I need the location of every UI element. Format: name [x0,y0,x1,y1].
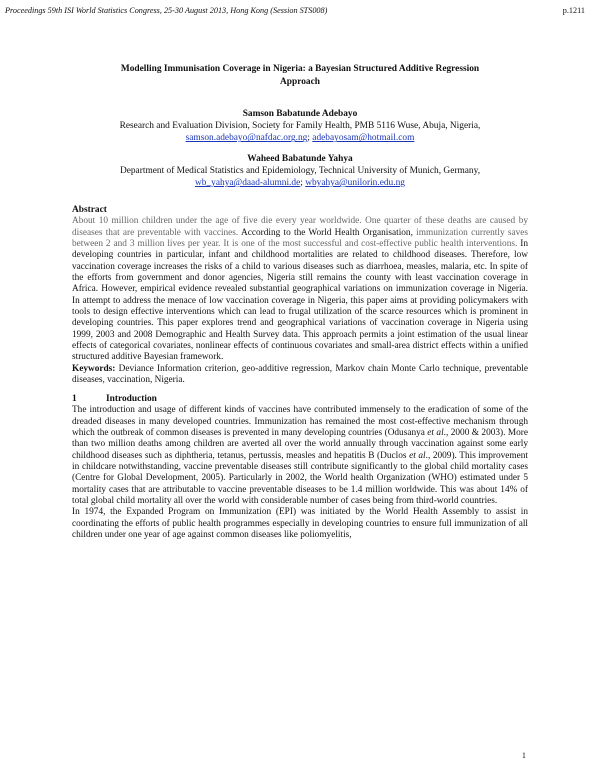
email-separator: ; [307,133,313,144]
keywords-label: Keywords: [72,363,116,374]
section-number: 1 [72,394,77,405]
text-run-italic: et al [409,450,426,461]
author-name: Samson Babatunde Adebayo [242,109,358,119]
email-separator: ; [300,178,306,189]
keywords [72,364,528,387]
text-run: ., 2000 & 2003). More than two million deaths among children are averted all over the world annually through vaccination against some early childhood diseases such as diphtheria, tetanus, pertussis, measles and hepatitis B (Duclos [72,428,529,461]
header-proceedings: Proceedings 59th ISI World Statistics Congress, 25-30 August 2013, Hong Kong (Session STS008) [5,6,328,15]
email-link[interactable]: adebayosam@hotmail.com [312,133,415,144]
text-run-italic: et al [427,428,444,439]
intro-paragraph-1 [72,405,528,507]
header-page-ref: p.1211 [562,6,585,15]
email-link[interactable]: wbyahya@unilorin.edu.ng [305,178,405,189]
author-affiliation: Research and Evaluation Division, Society for Family Health, PMB 5116 Wuse, Abuja, Nigeria, [119,121,481,132]
abstract-text [72,216,528,363]
text-run: The introduction and usage of different kinds of vaccines have contributed immensely to the eradication of some of the dreaded diseases in many developed countries. Immunization has remained the most cost-effective mechanism through which the outbreak of common diseases is prevented in many developing countries (Odusanya [72,405,528,439]
author-name: Waheed Babatunde Yahya [247,153,353,164]
paper-title: Modelling Immunisation Coverage in Nigeria: a Bayesian Structured Additive Regression Approach [120,64,480,87]
abstract-text-gray: About 10 million children under the age of five die every year worldwide. One quarter of these deaths are caused by diseases that are preventable with vaccines. [72,216,528,238]
author-affiliation: Department of Medical Statistics and Epidemiology, Technical University of Munich, Germany, [119,165,481,176]
section-title: Introduction [106,394,157,405]
section-heading [72,394,528,405]
author-emails [72,132,528,144]
author-emails [72,177,528,189]
email-link[interactable]: samson.adebayo@nafdac.org.ng [185,133,308,144]
text-run: ., 2009). This improvement in childcare notwithstanding, vaccine preventable diseases still contribute significantly to the global child mortality cases (Centre for Global Development, 2005). Particularly in 2002, the World health Organization (WHO) estimated under 5 mortality cases that are attributable to vaccine preventable diseases to be 1.4 million worldwide. This was about 14% of total global child mortality all over the world with considerable number of cases being from third-world countries. [72,450,528,507]
keywords-text: Deviance Information criterion, geo-additive regression, Markov chain Monte Carlo technique, preventable diseases, vaccination, Nigeria. [72,363,528,386]
intro-paragraph-2: In 1974, the Expanded Program on Immunization (EPI) was initiated by the World Health Assembly to assist in coordinating the efforts of public health programmes especially in developing countries to ensure full immunization of all children under one year of age against common diseases like poliomyelitis, [72,507,528,541]
abstract-heading: Abstract [72,205,107,216]
abstract-text-main: In developing countries in particular, infant and childhood mortalities are related to childhood diseases. Therefore, low vaccination coverage increases the risks of a child to various diseases such as diarrhoea, measles, malaria, etc. In spite of the efforts from government and donor agencies, Nigeria still remains the county with least vaccination coverage in Africa. However, empirical evidence revealed substantial geographical variations on immunization coverage in Nigeria. In attempt to address the menace of low vaccination coverage in Nigeria, this paper aims at providing policymakers with tools to design effective interventions which can lead to frugal utilization of the scarce resources which is prominent in developing countries. This paper explores trend and geographical variations of vaccination coverage in Nigeria using 1999, 2003 and 2008 Demographic and Health Survey data. This approach permits a joint estimation of the usual linear effects of categorical covariates, nonlinear effects of continuous covariates and small-area district effects within a unified structured additive Bayesian framework. [72,238,528,363]
author-block-2 [72,153,528,190]
email-link[interactable]: wb_yahya@daad-alumni.de [195,178,301,189]
running-header [0,6,600,20]
abstract-text-mid: According to the World Health Organisation, [241,227,417,238]
paper-body [72,63,528,542]
author-block-1 [72,108,528,145]
page-number: 1 [521,751,526,760]
abstract-text-gray-2: immunization currently saves between 2 and 3 million lives per year. It is one of the most successful and cost-effective public health interventions. [72,227,529,249]
